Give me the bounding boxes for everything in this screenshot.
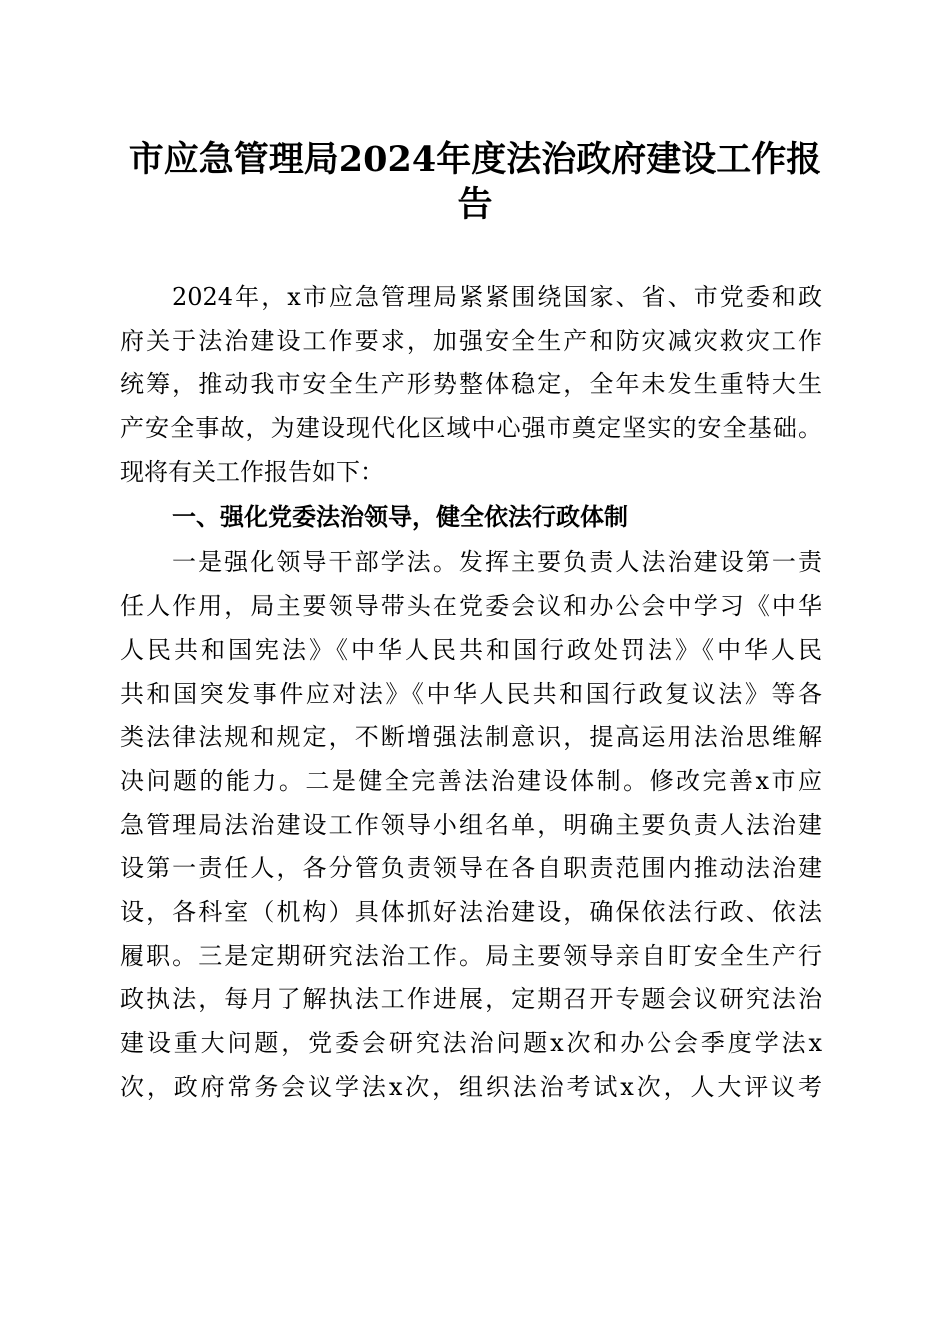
paragraph-line: 建设重大问题，党委会研究法治问题x次和办公会季度学法x	[120, 1029, 822, 1057]
paragraph-line: 人民共和国宪法》《中华人民共和国行政处罚法》《中华人民	[120, 635, 822, 664]
paragraph-line: 次，政府常务会议学法x次，组织法治考试x次，人大评议考	[120, 1072, 822, 1101]
paragraph-line: 统筹，推动我市安全生产形势整体稳定，全年未发生重特大生	[120, 370, 822, 399]
paragraph-line: 履职。三是定期研究法治工作。局主要领导亲自盯安全生产行	[120, 941, 822, 970]
paragraph-line: 设第一责任人，各分管负责领导在各自职责范围内推动法治建	[120, 854, 822, 883]
paragraph-line: 府关于法治建设工作要求，加强安全生产和防灾减灾救灾工作	[120, 326, 822, 355]
section-heading: 一、强化党委法治领导，健全依法行政体制	[172, 503, 628, 532]
paragraph-line: 政执法，每月了解执法工作进展，定期召开专题会议研究法治	[120, 985, 822, 1014]
paragraph-line: 一是强化领导干部学法。发挥主要负责人法治建设第一责	[172, 548, 822, 577]
paragraph-line: 产安全事故，为建设现代化区域中心强市奠定坚实的安全基础。	[120, 414, 822, 443]
document-title	[100, 137, 850, 227]
paragraph-line: 急管理局法治建设工作领导小组名单，明确主要负责人法治建	[120, 810, 822, 839]
document-body	[120, 276, 822, 1109]
paragraph-line: 决问题的能力。二是健全完善法治建设体制。修改完善x市应	[120, 766, 822, 795]
paragraph-line: 现将有关工作报告如下：	[120, 457, 384, 486]
title-line-2: 告	[457, 184, 493, 225]
paragraph-line: 共和国突发事件应对法》《中华人民共和国行政复议法》等各	[120, 679, 822, 708]
paragraph-line: 2024年，x市应急管理局紧紧围绕国家、省、市党委和政	[172, 283, 822, 311]
paragraph-line: 任人作用，局主要领导带头在党委会议和办公会中学习《中华	[120, 592, 822, 621]
paragraph-line: 设，各科室（机构）具体抓好法治建设，确保依法行政、依法	[120, 897, 822, 926]
paragraph-line: 类法律法规和规定，不断增强法制意识，提高运用法治思维解	[120, 723, 822, 752]
title-line-1: 市应急管理局2024年度法治政府建设工作报	[128, 139, 822, 180]
